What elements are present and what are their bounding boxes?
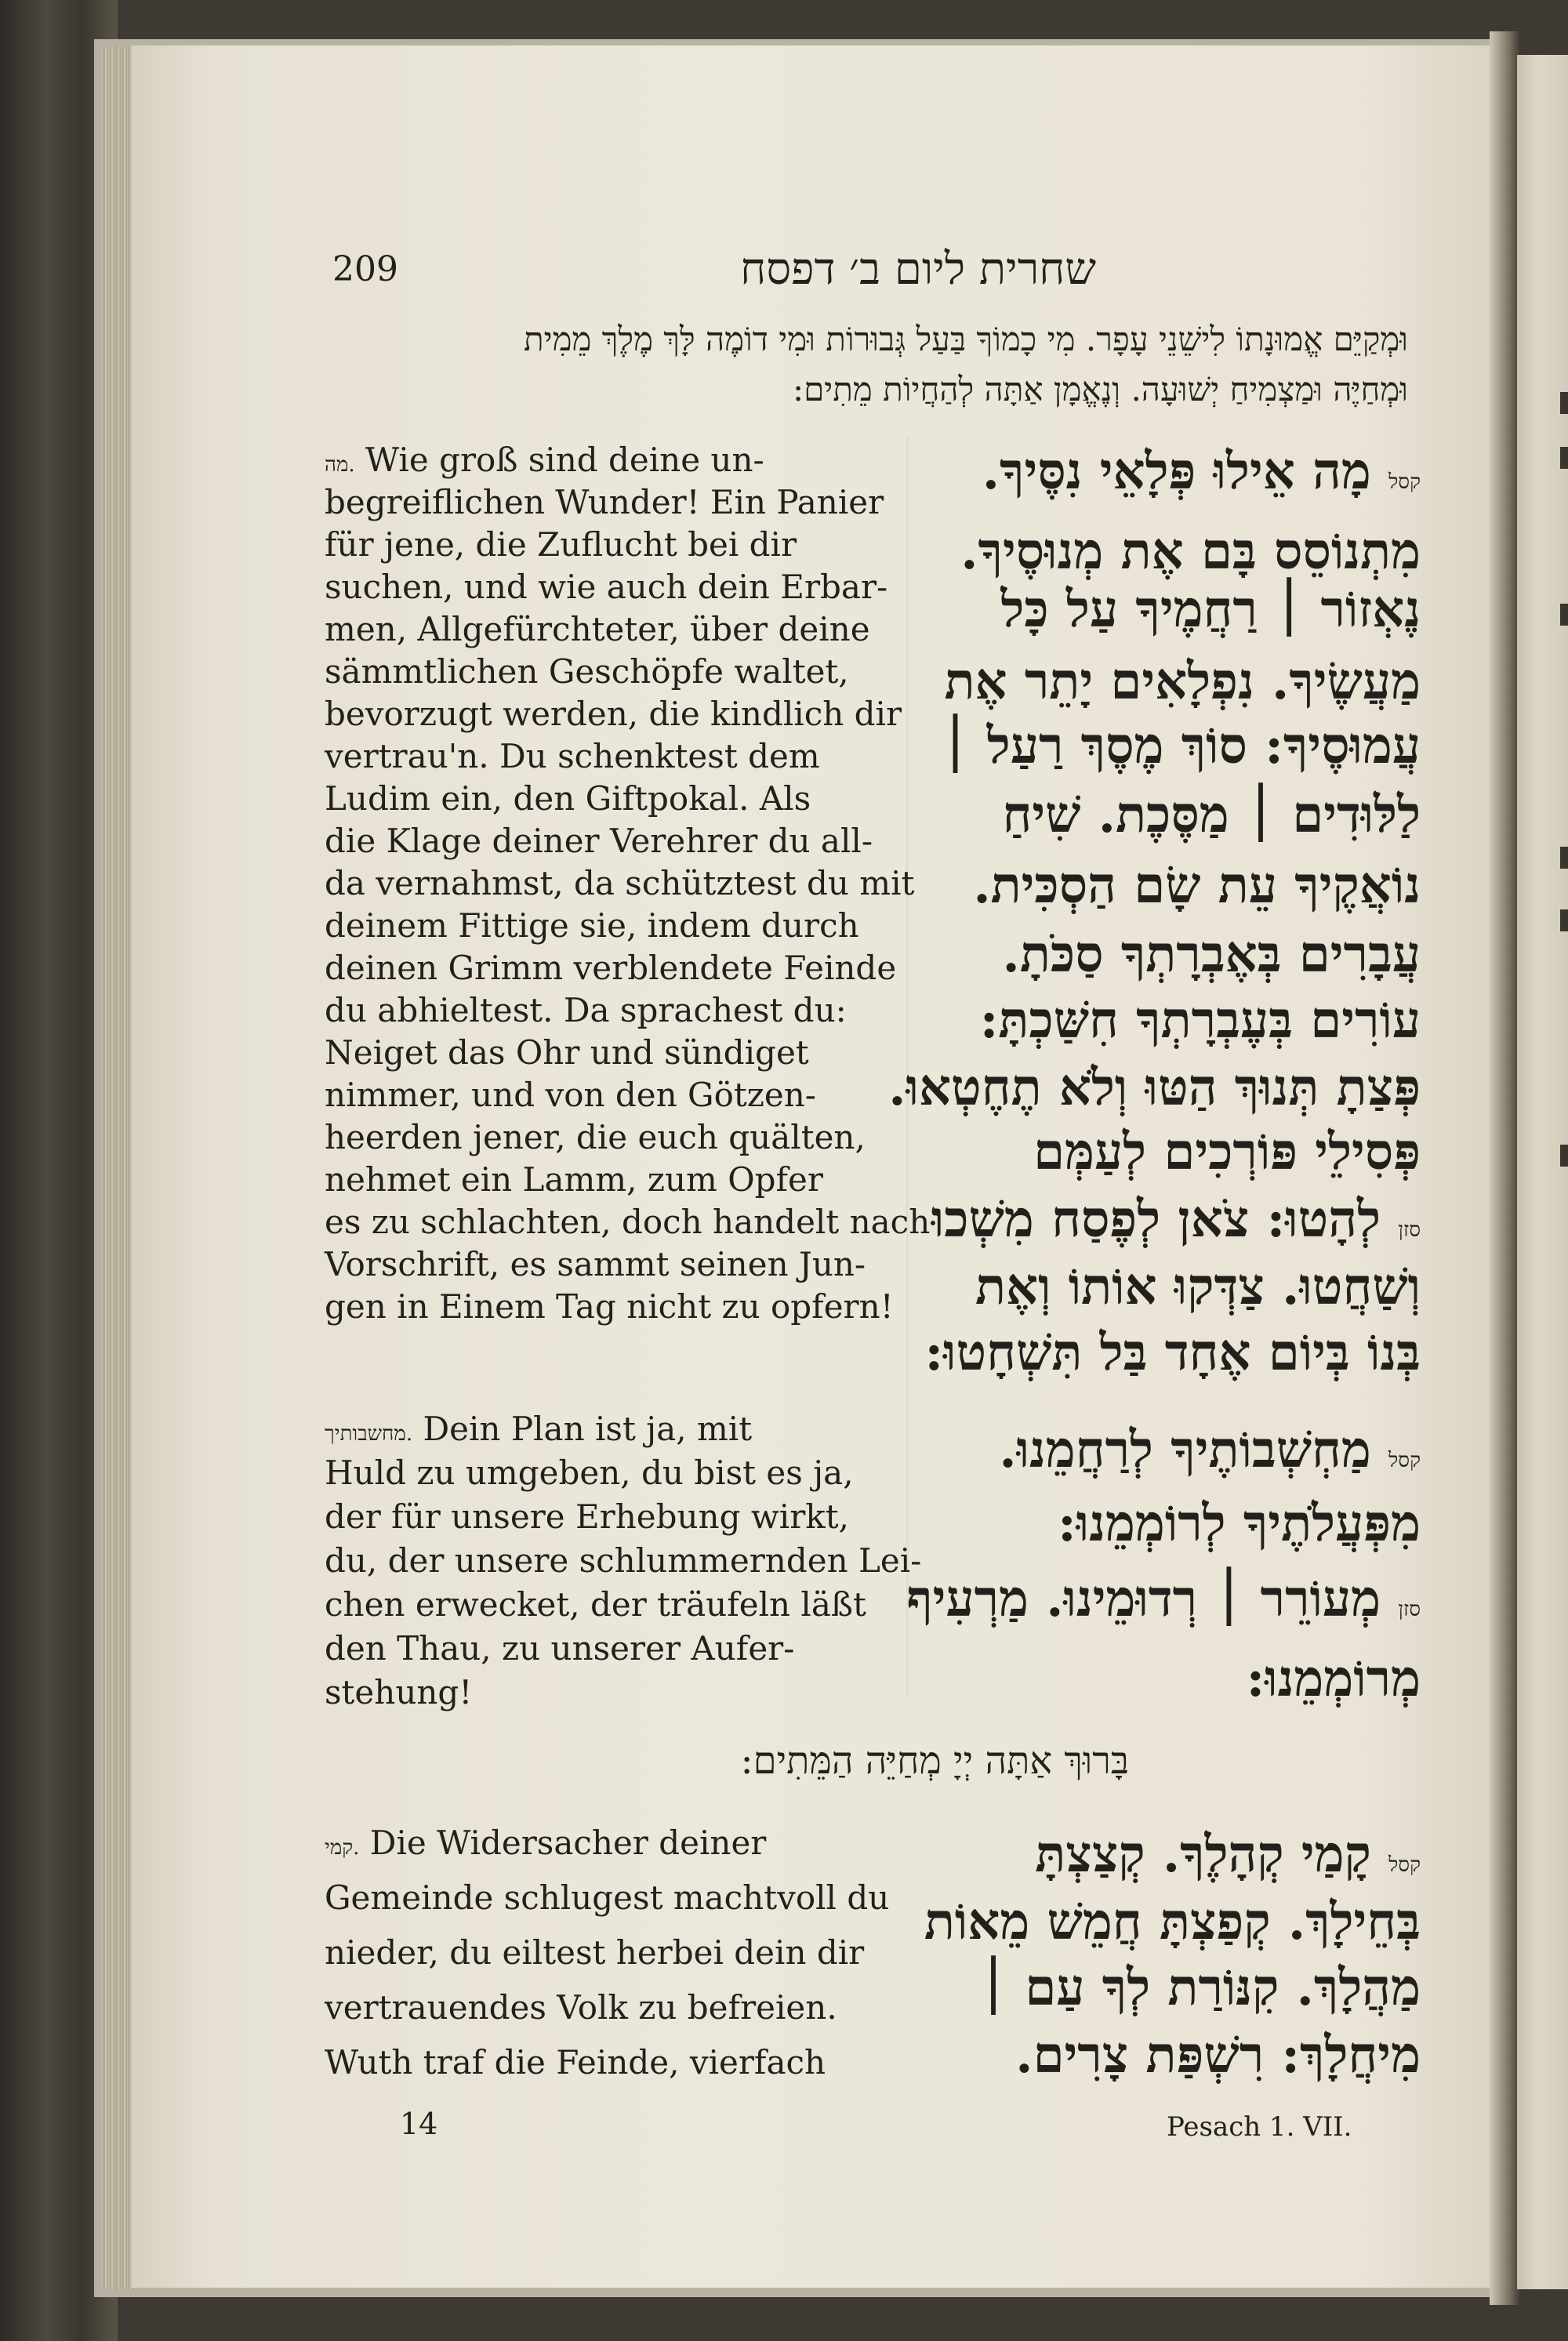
german-line: deinen Grimm verblendete Feinde [325,949,897,987]
verse-marker: מה. [325,453,355,477]
german-line: nieder, du eiltest herbei dein dir [325,1933,865,1972]
german-line: Huld zu umgeben, du bist es ja, [325,1454,854,1492]
book-gutter [1490,31,1521,2305]
next-page-edge [1517,55,1568,2289]
german-line: der für unsere Erhebung wirkt, [325,1497,849,1536]
german-line: nimmer, und von den Götzen- [325,1076,816,1114]
german-line: nehmet ein Lamm, zum Opfer [325,1160,823,1199]
german-line: es zu schlachten, doch handelt nach [325,1203,931,1241]
german-line: deinem Fittige sie, indem durch [325,906,859,945]
german-line: für jene, die Zuflucht bei dir [325,525,797,564]
hebrew-line: מִיחֲלָךְ: רִשְׁפַּת צָרִים. [1015,2026,1421,2085]
german-line: Vorschrift, es sammt seinen Jun- [325,1245,866,1283]
hebrew-line: בְּנוֹ בְּיוֹם אֶחָד בַּל תִּשְׁחָטוּ: [924,1323,1421,1382]
hebrew-top-line: וּמְקַיֵּם אֱמוּנָתוֹ לִישֵׁנֵי עָפָר. מִי כָמוֹךָ בַּעַל גְּבוּרוֹת וּמִי דוֹמֶה לָּךְ מֶלֶךְ מֵמִית [524,320,1408,358]
hebrew-line: עוֹרִים בְּעֶבְרָתְךָ חִשַּׁכְתָּ: [979,991,1421,1050]
german-line: stehung! [325,1673,473,1711]
hebrew-line: סזן מְעוֹרֵר ׀ רְדוּמֵינוּ. מַרְעִיף [906,1570,1421,1628]
hebrew-top-line: וּמְחַיֶּה וּמַצְמִיחַ יְשׁוּעָה. וְנֶאֱמָן אַתָּה לְהַחֲיוֹת מֵתִים: [792,370,1408,408]
german-line: vertrauendes Volk zu befreien. [325,1988,837,2027]
german-line: vertrau'n. Du schenktest dem [325,737,820,775]
german-line: Wuth traf die Feinde, vierfach [325,2043,826,2081]
german-line: suchen, und wie auch dein Erbar- [325,568,888,606]
hebrew-line: מִפְּעֲלֹתֶיךָ לְרוֹמְמֵנוּ: [1058,1494,1421,1553]
german-line: Neiget das Ohr und sündiget [325,1033,809,1072]
german-line: מחשבותיך. Dein Plan ist ja, mit [325,1410,753,1448]
german-line: Ludim ein, den Giftpokal. Als [325,779,811,818]
hebrew-line: מַהֲלָךְ. קִנּוֹרַת לְךָ עַם ׀ [979,1958,1421,2017]
hebrew-line: וְשַׁחֲטוּ. צַדְּקוּ אוֹתוֹ וְאֶת [975,1258,1421,1316]
hebrew-line: נוֹאֲקֶיךָ עֵת שָׂם הַסְכִּית. [973,856,1421,915]
german-line: du, der unsere schlummernden Lei- [325,1541,922,1580]
hebrew-line: עֲמוּסֶיךָ: סוֹךְ מֶסֶךְ רַעַל ׀ [941,717,1421,775]
hebrew-line: מַעֲשֶׂיךָ. נִפְלָאִים יָתֵר אֶת [944,652,1421,711]
german-line: die Klage deiner Verehrer du all- [325,822,873,860]
hebrew-line: פְּסִילֵי פּוֹרְכִים לְעַמְּם [1033,1123,1421,1181]
german-line: chen erwecket, der träufeln läßt [325,1585,866,1624]
page-edges [102,47,133,2289]
verse-marker: קמי. [325,1836,360,1860]
german-line: bevorzugt werden, die kindlich dir [325,695,902,733]
hebrew-line: פְּצַתָ תְּנוּךְ הַטּוּ וְלֹא תֶחֶטְאוּ. [888,1058,1421,1117]
german-line: heerden jener, die euch quälten, [325,1118,866,1156]
german-line: Gemeinde schlugest machtvoll du [325,1878,890,1917]
hebrew-line: בְּחֵילָךְ. קְפַצְתָּ חֲמֵשׁ מֵאוֹת [924,1893,1421,1951]
german-line: da vernahmst, da schütztest du mit [325,864,915,902]
hebrew-line: עֲבָרִים בְּאֶבְרָתְךָ סַכֹּתָ. [1002,925,1421,984]
verse-marker: מחשבותיך. [325,1422,413,1446]
german-line: קמי. Die Widersacher deiner [325,1824,767,1862]
signature-mark: 14 [400,2107,438,2141]
hebrew-line: קסל קָמַי קְהָלֶךָ. קְצַצְתָּ [1035,1825,1421,1884]
hebrew-line: לַלּוּדִים ׀ מַסֶּכֶת. שִׁיחַ [1002,786,1421,844]
hebrew-line: קסל מָה אֵילוּ פְּלָאֵי נִסֶּיךָ. [982,442,1421,501]
german-line: sämmtlichen Geschöpfe waltet, [325,652,849,691]
hebrew-line: מְרוֹמְמֵנוּ: [1246,1650,1421,1708]
german-line: du abhieltest. Da sprachest du: [325,991,847,1029]
hebrew-line: מִתְנוֹסֵס בָּם אֶת מְנוּסֶיךָ. [960,522,1421,581]
footer-note: Pesach 1. VII. [1167,2111,1352,2143]
hebrew-line: סזן לְהָטוּ: צֹאן לְפֶסַח מִשְׁכוּ [931,1190,1421,1249]
german-line: men, Allgefürchteter, über deine [325,610,870,648]
german-line: מה. Wie groß sind deine un- [325,441,764,479]
german-line: begreiflichen Wunder! Ein Panier [325,483,884,521]
hebrew-line: נֶאְזוֹר ׀ רַחֲמֶיךָ עַל כָּל [1000,580,1421,639]
page-number: 209 [332,249,398,289]
german-line: gen in Einem Tag nicht zu opfern! [325,1287,894,1326]
blessing-line: בָּרוּךְ אַתָּה יְיָ מְחַיֵּה הַמֵּתִים: [740,1739,1129,1783]
hebrew-line: קסל מַחְשְׁבוֹתֶיךָ לְרַחֲמֵנוּ. [999,1421,1421,1479]
running-head: שחרית ליום ב׳ דפסח [740,244,1096,295]
german-line: den Thau, zu unserer Aufer- [325,1629,795,1668]
